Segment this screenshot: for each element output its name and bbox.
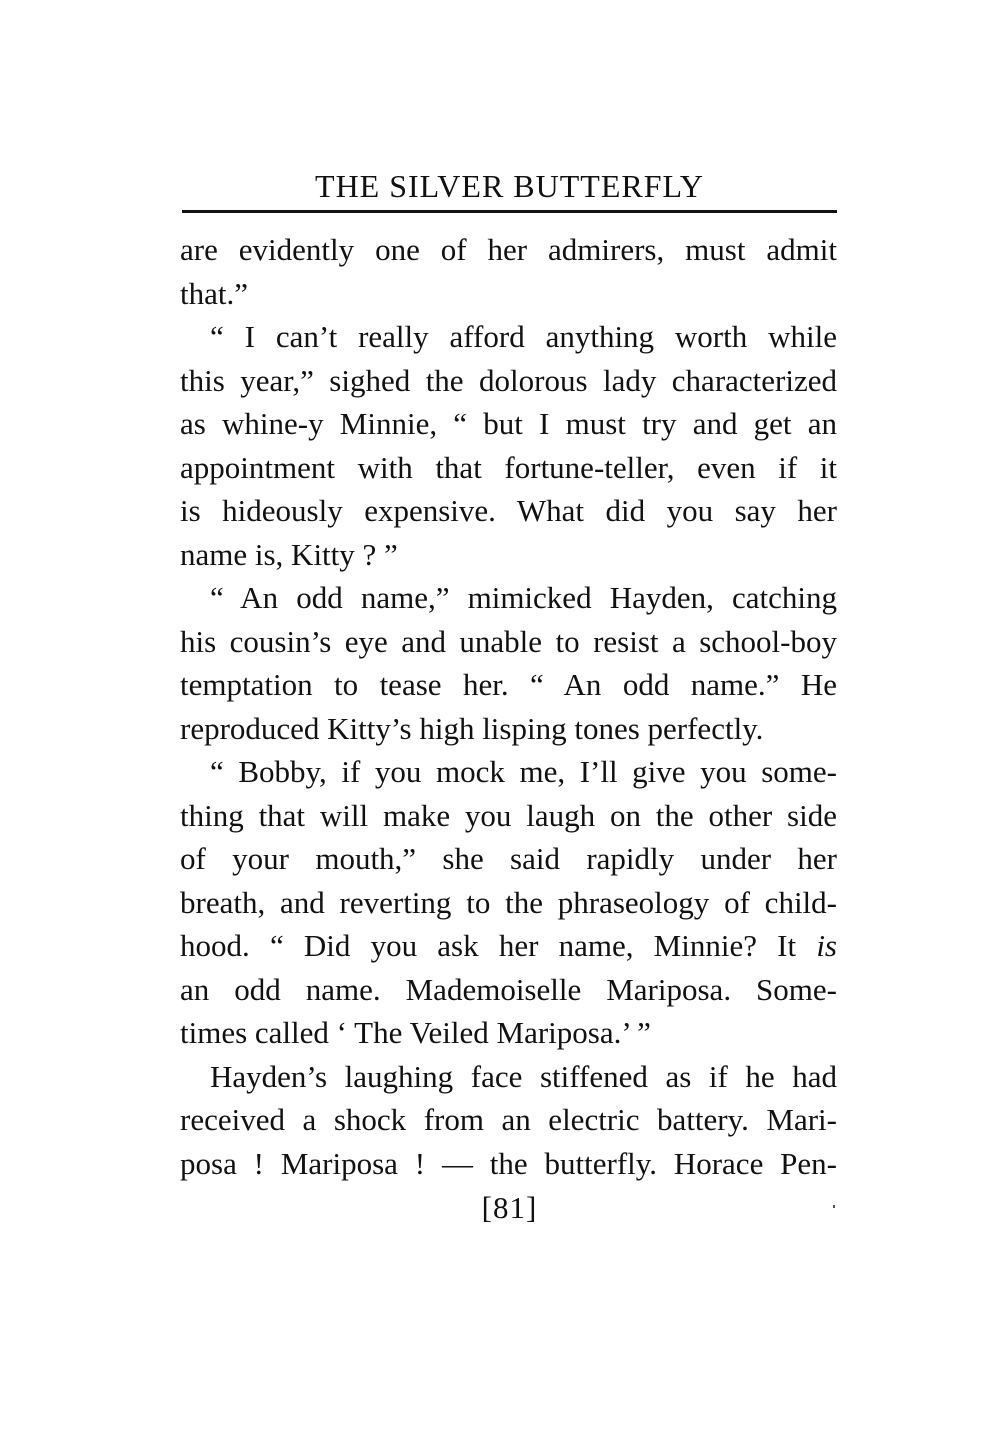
text-line: posa ! Mariposa ! — the butterfly. Horace Pen-	[180, 1145, 837, 1181]
text-line: as whine-y Minnie, “ but I must try and get an	[180, 406, 837, 441]
text-line: is hideously expensive. What did you say her	[180, 493, 837, 528]
text-line: his cousin’s eye and unable to resist a school-boy	[180, 623, 837, 659]
text-line: appointment with that fortune-teller, even if it	[180, 449, 837, 485]
text-line: an odd name. Mademoiselle Mariposa. Some-	[180, 971, 837, 1007]
page-number: [81]	[481, 1190, 538, 1225]
text-line: “ An odd name,” mimicked Hayden, catching	[210, 580, 837, 615]
text-line: “ Bobby, if you mock me, I’ll give you some-	[210, 754, 837, 789]
header-rule	[182, 210, 837, 213]
text-line: temptation to tease her. “ An odd name.” He	[180, 667, 837, 702]
text-line: this year,” sighed the dolorous lady characterized	[180, 362, 837, 398]
text-line: received a shock from an electric battery. Mari-	[180, 1102, 837, 1137]
text-line: breath, and reverting to the phraseology of child-	[180, 884, 837, 920]
text-line: are evidently one of her admirers, must admit	[180, 232, 837, 267]
body-text	[180, 228, 837, 1185]
text-line: reproduced Kitty’s high lisping tones perfectly.	[180, 710, 764, 746]
running-head: THE SILVER BUTTERFLY	[315, 168, 704, 204]
text-line: name is, Kitty ? ”	[180, 536, 398, 572]
print-speck	[833, 1205, 835, 1208]
text-line: that.”	[180, 275, 248, 311]
text-line: thing that will make you laugh on the other side	[180, 797, 837, 833]
emphasis: is	[816, 928, 837, 963]
text-line: hood. “ Did you ask her name, Minnie? It is	[180, 928, 837, 963]
text-line: “ I can’t really afford anything worth while	[210, 319, 837, 354]
text-line: times called ‘ The Veiled Mariposa.’ ”	[180, 1015, 651, 1050]
text-line: Hayden’s laughing face stiffened as if he had	[210, 1058, 837, 1094]
text-line: of your mouth,” she said rapidly under her	[180, 841, 837, 876]
